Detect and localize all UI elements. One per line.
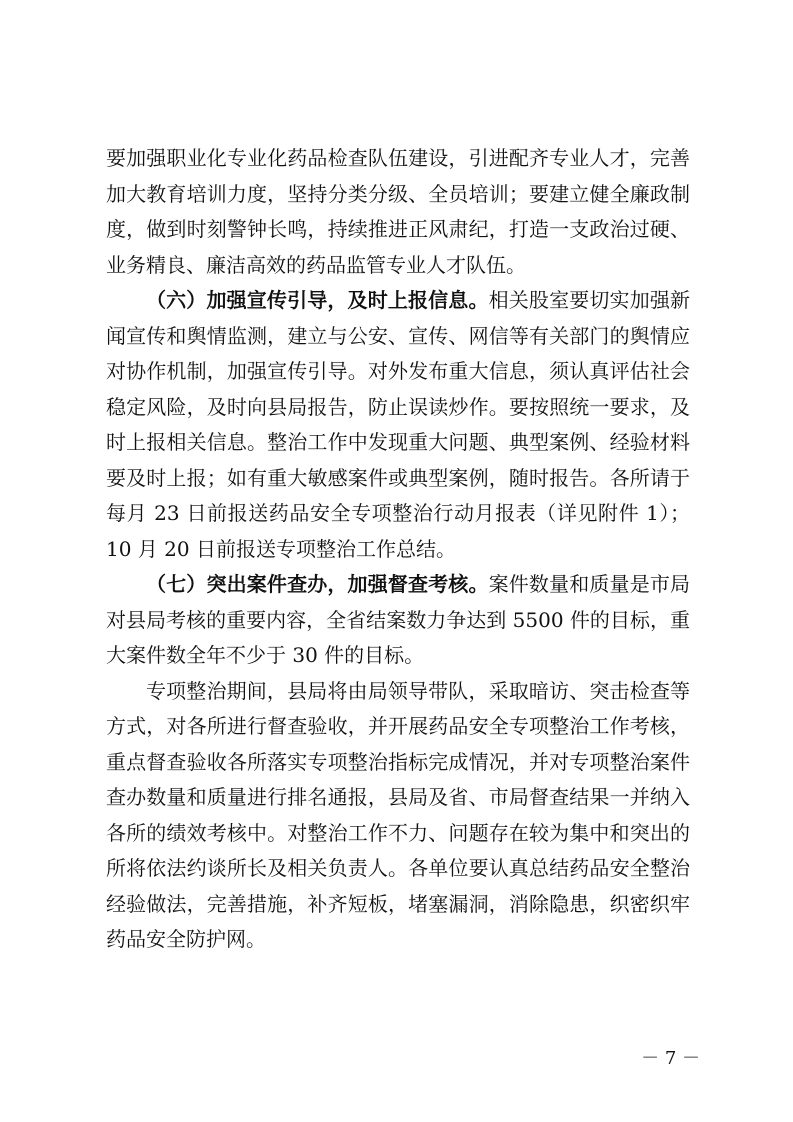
- paragraph-body: 相关股室要切实加强新闻宣传和舆情监测，建立与公安、宣传、网信等有关部门的舆情应对协作机制，加强宣传引导。对外发布重大信息，须认真评估社会稳定风险，及时向县局报告，防止误读炒作。要按照统一要求，及时上报相关信息。整治工作中发现重大问题、典型案例、经验材料要及时上报；如有重大敏感案件或典型案例，随时报告。各所请于每月 23 日前报送药品安全专项整治行动月报表（详见附件 1）；10 月 20 日前报送专项整治工作总结。: [106, 288, 691, 561]
- paragraph-body: 要加强职业化专业化药品检查队伍建设，引进配齐专业人才，完善加大教育培训力度，坚持分类分级、全员培训；要建立健全廉政制度，做到时刻警钟长鸣，持续推进正风肃纪，打造一支政治过硬、业务精良、廉洁高效的药品监管专业人才队伍。: [106, 146, 690, 277]
- page-body-text: [106, 141, 690, 958]
- page-number: － 7 －: [641, 1048, 700, 1069]
- paragraph-body: 专项整治期间，县局将由局领导带队，采取暗访、突击检查等方式，对各所进行督查验收，并开展药品安全专项整治工作考核，重点督查验收各所落实专项整治指标完成情况，并对专项整治案件查办数量和质量进行排名通报，县局及省、市局督查结果一并纳入各所的绩效考核中。对整治工作不力、问题存在较为集中和突出的所将依法约谈所长及相关负责人。各单位要认真总结药品安全整治经验做法，完善措施，补齐短板，堵塞漏洞，消除隐患，织密织牢药品安全防护网。: [106, 678, 690, 951]
- section-7-heading: （七）突出案件查办，加强督查考核。: [146, 572, 489, 596]
- paragraph-section-6: [106, 283, 690, 567]
- section-6-heading: （六）加强宣传引导，及时上报信息。: [146, 288, 489, 312]
- paragraph-body: 案件数量和质量是市局对县局考核的重要内容，全省结案数力争达到 5500 件的目标，重大案件数全年不少于 30 件的目标。: [106, 572, 691, 667]
- paragraph-section-7: [106, 567, 690, 674]
- paragraph-team-building: [106, 141, 690, 283]
- paragraph-inspection: [106, 674, 690, 958]
